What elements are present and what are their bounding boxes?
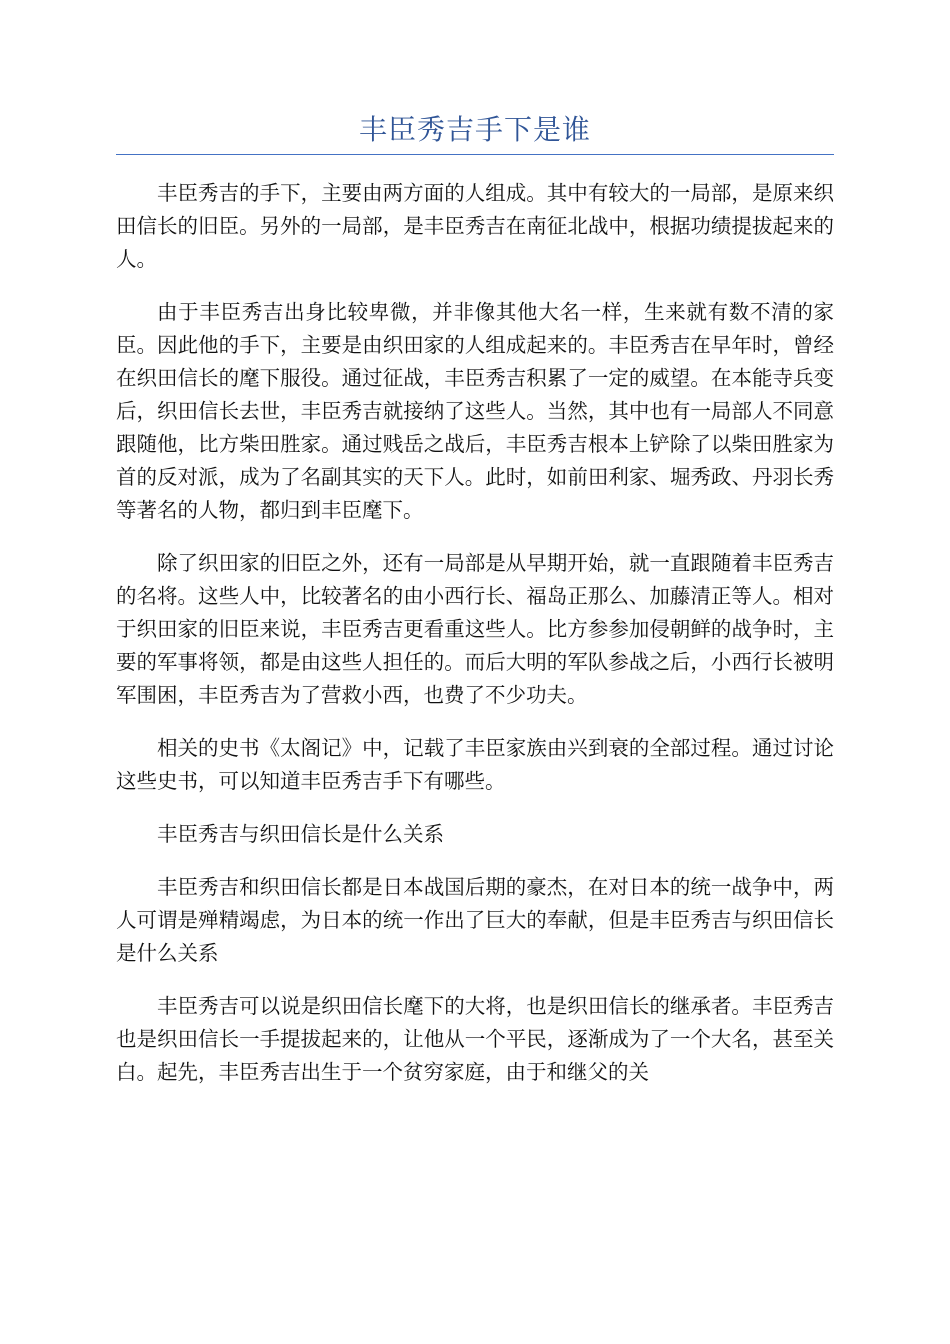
title-underline <box>116 154 834 155</box>
paragraph-1: 丰臣秀吉的手下，主要由两方面的人组成。其中有较大的一局部，是原来织田信长的旧臣。另外的一局部，是丰臣秀吉在南征北战中，根据功绩提拔起来的人。 <box>116 181 834 271</box>
paragraph-5: 丰臣秀吉和织田信长都是日本战国后期的豪杰，在对日本的统一战争中，两人可谓是殚精竭虑，为日本的统一作出了巨大的奉献，但是丰臣秀吉与织田信长是什么关系 <box>116 875 834 965</box>
paragraph-6: 丰臣秀吉可以说是织田信长麾下的大将，也是织田信长的继承者。丰臣秀吉也是织田信长一手提拔起来的，让他从一个平民，逐渐成为了一个大名，甚至关白。起先，丰臣秀吉出生于一个贫穷家庭，由于和继父的关 <box>116 994 834 1084</box>
section-heading: 丰臣秀吉与织田信长是什么关系 <box>157 822 444 846</box>
paragraph-3: 除了织田家的旧臣之外，还有一局部是从早期开始，就一直跟随着丰臣秀吉的名将。这些人中，比较著名的由小西行长、福岛正那么、加藤清正等人。相对于织田家的旧臣来说，丰臣秀吉更看重这些人。比方参参加侵朝鲜的战争时，主要的军事将领，都是由这些人担任的。而后大明的军队参战之后，小西行长被明军围困，丰臣秀吉为了营救小西，也费了不少功夫。 <box>116 551 834 707</box>
page-title: 丰臣秀吉手下是谁 <box>358 113 591 146</box>
paragraph-4: 相关的史书《太阁记》中，记载了丰臣家族由兴到衰的全部过程。通过讨论这些史书，可以知道丰臣秀吉手下有哪些。 <box>116 736 834 793</box>
document-body <box>116 177 834 1109</box>
paragraph-2: 由于丰臣秀吉出身比较卑微，并非像其他大名一样，生来就有数不清的家臣。因此他的手下，主要是由织田家的人组成起来的。丰臣秀吉在早年时，曾经在织田信长的麾下服役。通过征战，丰臣秀吉积累了一定的威望。在本能寺兵变后，织田信长去世，丰臣秀吉就接纳了这些人。当然，其中也有一局部人不同意跟随他，比方柴田胜家。通过贱岳之战后，丰臣秀吉根本上铲除了以柴田胜家为首的反对派，成为了名副其实的天下人。此时，如前田利家、堀秀政、丹羽长秀等著名的人物，都归到丰臣麾下。 <box>116 300 834 522</box>
